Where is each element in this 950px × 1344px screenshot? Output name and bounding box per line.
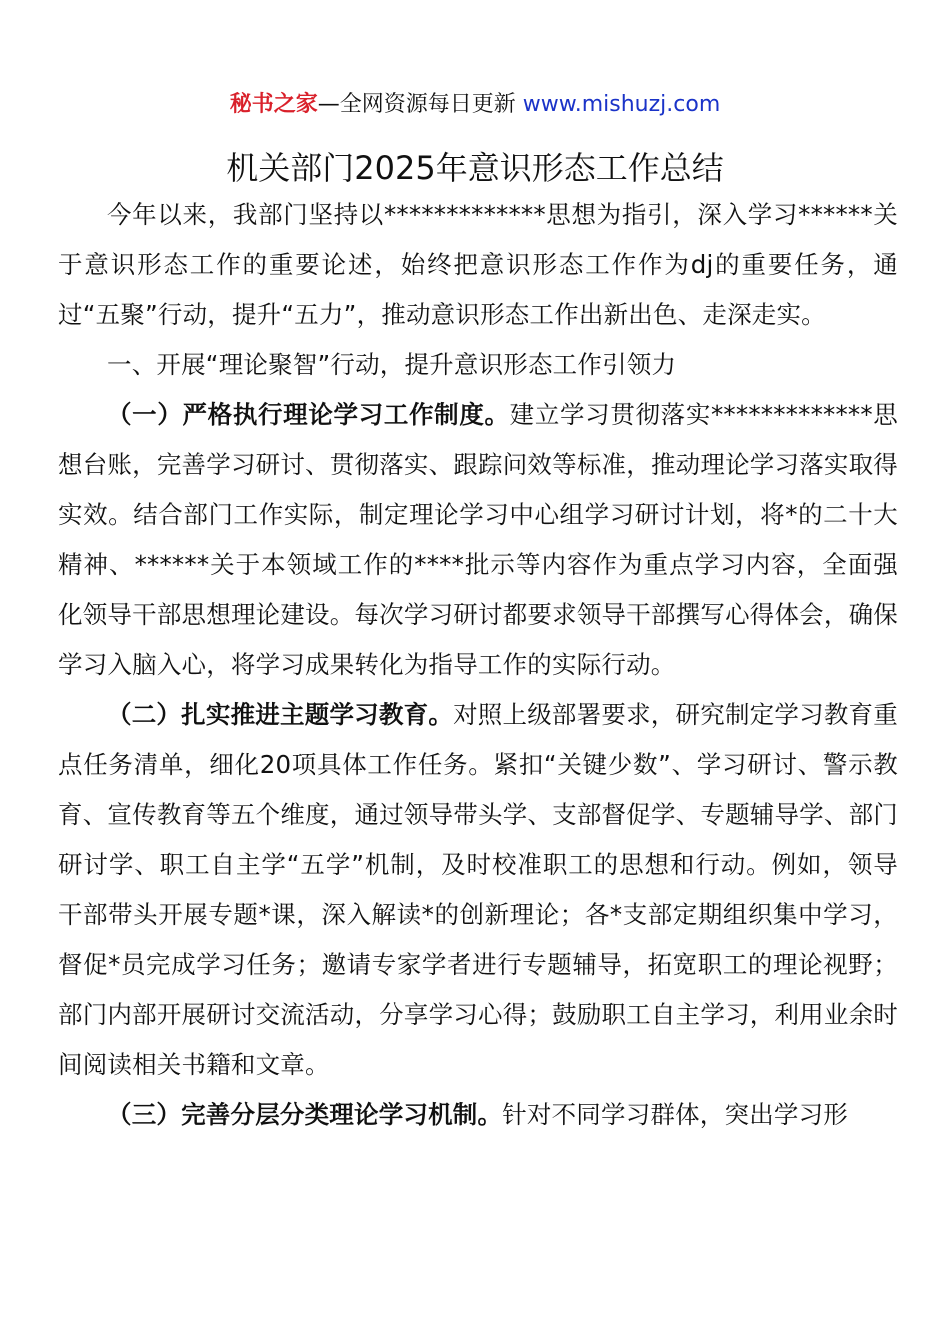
- section-heading: 一、开展“理论聚智”行动，提升意识形态工作引领力: [107, 350, 677, 379]
- item-title-2: （二）扎实推进主题学习教育。: [107, 700, 454, 729]
- item-paragraph-2: [58, 690, 898, 1090]
- item-paragraph-3: [58, 1090, 898, 1140]
- document-body: [58, 190, 898, 1140]
- item-body-1: 建立学习贯彻落实*************思想台账，完善学习研讨、贯彻落实、跟踪问效等标准，推动理论学习落实取得实效。结合部门工作实际，制定理论学习中心组学习研讨计划，将*的二十大精神、******关于本领域工作的****批示等内容作为重点学习内容，全面强化领导干部思想理论建设。每次学习研讨都要求领导干部撰写心得体会，确保学习入脑入心，将学习成果转化为指导工作的实际行动。: [58, 400, 898, 679]
- item-title-1: （一）严格执行理论学习工作制度。: [107, 400, 510, 429]
- banner-brand: 秘书之家: [229, 92, 318, 117]
- item-body-2: 对照上级部署要求，研究制定学习教育重点任务清单，细化20项具体工作任务。紧扣“关键少数”、学习研讨、警示教育、宣传教育等五个维度，通过领导带头学、支部督促学、专题辅导学、部门研讨学、职工自主学“五学”机制，及时校准职工的思想和行动。例如，领导干部带头开展专题*课，深入解读*的创新理论；各*支部定期组织集中学习，督促*员完成学习任务；邀请专家学者进行专题辅导，拓宽职工的理论视野；部门内部开展研讨交流活动，分享学习心得；鼓励职工自主学习，利用业余时间阅读相关书籍和文章。: [58, 700, 898, 1079]
- banner-url-link[interactable]: www.mishuzj.com: [522, 92, 721, 117]
- intro-paragraph: 今年以来，我部门坚持以*************思想为指引，深入学习******关于意识形态工作的重要论述，始终把意识形态工作作为dj的重要任务，通过“五聚”行动，提升“五力”，推动意识形态工作出新出色、走深走实。: [58, 200, 898, 329]
- banner-tagline: —全网资源每日更新: [317, 92, 523, 117]
- item-paragraph-1: [58, 390, 898, 690]
- item-title-3: （三）完善分层分类理论学习机制。: [107, 1100, 503, 1129]
- site-banner: [0, 88, 950, 122]
- document-title: 机关部门2025年意识形态工作总结: [226, 149, 724, 187]
- item-body-3: 针对不同学习群体，突出学习形: [502, 1100, 849, 1129]
